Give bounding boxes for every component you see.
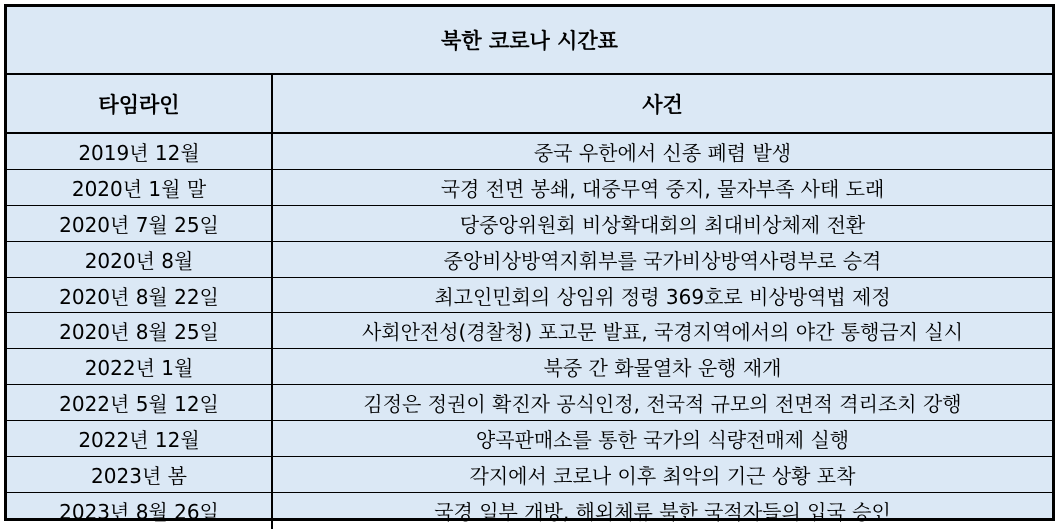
table-header-row (7, 75, 1052, 134)
event-cell: 김정은 정권이 확진자 공식인정, 전국적 규모의 전면적 격리조치 강행 (363, 392, 962, 417)
table-row (7, 457, 1052, 493)
header-event: 사건 (642, 92, 683, 117)
event-cell: 국경 일부 개방, 해외체류 북한 국적자들의 입국 승인 (434, 500, 891, 525)
timeline-cell: 2020년 8월 22일 (7, 278, 273, 313)
timeline-table (4, 4, 1055, 525)
table-title: 북한 코로나 시간표 (7, 7, 1052, 75)
timeline-cell: 2020년 7월 25일 (7, 206, 273, 241)
table-row (7, 134, 1052, 170)
event-cell: 북중 간 화물열차 운행 재개 (543, 356, 782, 381)
timeline-cell: 2022년 1월 (7, 349, 273, 384)
timeline-cell: 2020년 8월 25일 (7, 313, 273, 348)
table-row (7, 349, 1052, 385)
table-row (7, 313, 1052, 349)
event-cell: 각지에서 코로나 이후 최악의 기근 상황 포착 (469, 463, 856, 488)
table-row (7, 206, 1052, 242)
timeline-cell: 2022년 5월 12일 (7, 385, 273, 420)
timeline-cell: 2023년 8월 26일 (7, 493, 273, 529)
table-row (7, 278, 1052, 314)
table-body (7, 134, 1052, 529)
header-timeline: 타임라인 (7, 75, 273, 132)
table-row (7, 242, 1052, 278)
table-row (7, 385, 1052, 421)
table-row (7, 421, 1052, 457)
timeline-cell: 2022년 12월 (7, 421, 273, 456)
timeline-cell: 2020년 8월 (7, 242, 273, 277)
event-cell: 국경 전면 봉쇄, 대중무역 중지, 물자부족 사태 도래 (440, 176, 885, 201)
timeline-cell: 2019년 12월 (7, 134, 273, 169)
event-cell: 양곡판매소를 통한 국가의 식량전매제 실행 (475, 428, 850, 453)
event-cell: 당중앙위원회 비상확대회의 최대비상체제 전환 (459, 212, 866, 237)
table-row (7, 493, 1052, 529)
event-cell: 중국 우한에서 신종 폐렴 발생 (533, 140, 792, 165)
timeline-cell: 2023년 봄 (7, 457, 273, 492)
event-cell: 최고인민회의 상임위 정령 369호로 비상방역법 제정 (434, 284, 891, 309)
table-row (7, 170, 1052, 206)
timeline-cell: 2020년 1월 말 (7, 170, 273, 205)
event-cell: 사회안전성(경찰청) 포고문 발표, 국경지역에서의 야간 통행금지 실시 (361, 320, 964, 345)
event-cell: 중앙비상방역지휘부를 국가비상방역사령부로 승격 (443, 248, 882, 273)
